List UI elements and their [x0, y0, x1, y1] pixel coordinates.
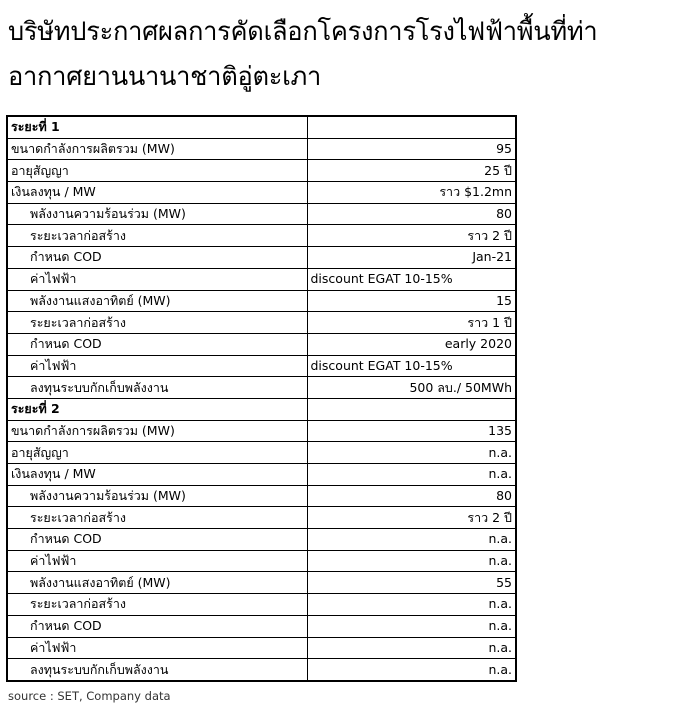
table-row [7, 442, 516, 464]
row-label: ระยะเวลาก่อสร้าง [7, 225, 307, 247]
row-value: 25 ปี [307, 160, 516, 182]
row-value: discount EGAT 10-15% [307, 268, 516, 290]
row-label: ค่าไฟฟ้า [7, 550, 307, 572]
row-label: ระยะเวลาก่อสร้าง [7, 312, 307, 334]
row-label: ค่าไฟฟ้า [7, 637, 307, 659]
row-label: กำหนด COD [7, 247, 307, 269]
title-line-1: บริษัทประกาศผลการคัดเลือกโครงการโรงไฟฟ้าพื้นที่ท่า [8, 17, 598, 47]
row-value: 15 [307, 290, 516, 312]
row-value: n.a. [307, 615, 516, 637]
row-label: พลังงานความร้อนร่วม (MW) [7, 485, 307, 507]
row-value: 500 ลบ./ 50MWh [307, 377, 516, 399]
row-value: ราว 2 ปี [307, 225, 516, 247]
row-label: เงินลงทุน / MW [7, 182, 307, 204]
table-row [7, 138, 516, 160]
table-row [7, 637, 516, 659]
table-row [7, 507, 516, 529]
section-heading: ระยะที่ 1 [7, 116, 307, 138]
row-value: n.a. [307, 594, 516, 616]
row-value: ราว 2 ปี [307, 507, 516, 529]
table-row [7, 485, 516, 507]
row-value: 80 [307, 203, 516, 225]
table-row [7, 594, 516, 616]
source-note: source : SET, Company data [8, 689, 171, 703]
table-row [7, 572, 516, 594]
row-label: อายุสัญญา [7, 160, 307, 182]
title-line-2: อากาศยานนานาชาติอู่ตะเภา [8, 62, 322, 92]
table-body [7, 116, 516, 681]
row-value: n.a. [307, 464, 516, 486]
row-label: ระยะเวลาก่อสร้าง [7, 594, 307, 616]
row-label: พลังงานความร้อนร่วม (MW) [7, 203, 307, 225]
row-label: เงินลงทุน / MW [7, 464, 307, 486]
row-label: อายุสัญญา [7, 442, 307, 464]
row-value: n.a. [307, 659, 516, 681]
row-label: กำหนด COD [7, 333, 307, 355]
table-row [7, 290, 516, 312]
row-label: ลงทุนระบบกักเก็บพลังงาน [7, 377, 307, 399]
row-value [307, 398, 516, 420]
row-label: พลังงานแสงอาทิตย์ (MW) [7, 290, 307, 312]
table-row [7, 333, 516, 355]
row-value: 95 [307, 138, 516, 160]
row-label: ขนาดกำลังการผลิตรวม (MW) [7, 420, 307, 442]
table-row [7, 659, 516, 681]
table-row [7, 225, 516, 247]
row-value: Jan-21 [307, 247, 516, 269]
row-value: ราว $1.2mn [307, 182, 516, 204]
row-value: 80 [307, 485, 516, 507]
table-row [7, 377, 516, 399]
row-label: ค่าไฟฟ้า [7, 355, 307, 377]
row-value: ราว 1 ปี [307, 312, 516, 334]
row-label: ขนาดกำลังการผลิตรวม (MW) [7, 138, 307, 160]
table-row [7, 160, 516, 182]
row-value: 55 [307, 572, 516, 594]
row-label: กำหนด COD [7, 529, 307, 551]
row-value: n.a. [307, 529, 516, 551]
table-row [7, 420, 516, 442]
table-row [7, 203, 516, 225]
table-row [7, 615, 516, 637]
row-value: n.a. [307, 442, 516, 464]
table-row [7, 247, 516, 269]
table-row [7, 182, 516, 204]
table-row [7, 268, 516, 290]
table-row [7, 312, 516, 334]
row-value: 135 [307, 420, 516, 442]
page-title [8, 10, 673, 100]
table-row [7, 550, 516, 572]
row-value [307, 116, 516, 138]
row-value: n.a. [307, 637, 516, 659]
row-label: ระยะเวลาก่อสร้าง [7, 507, 307, 529]
row-value: discount EGAT 10-15% [307, 355, 516, 377]
table-row [7, 355, 516, 377]
section-heading: ระยะที่ 2 [7, 398, 307, 420]
table-row [7, 464, 516, 486]
project-details-table [6, 115, 517, 682]
row-label: ค่าไฟฟ้า [7, 268, 307, 290]
row-label: พลังงานแสงอาทิตย์ (MW) [7, 572, 307, 594]
table-section-row [7, 398, 516, 420]
table-section-row [7, 116, 516, 138]
table-row [7, 529, 516, 551]
row-label: ลงทุนระบบกักเก็บพลังงาน [7, 659, 307, 681]
row-value: early 2020 [307, 333, 516, 355]
row-label: กำหนด COD [7, 615, 307, 637]
row-value: n.a. [307, 550, 516, 572]
